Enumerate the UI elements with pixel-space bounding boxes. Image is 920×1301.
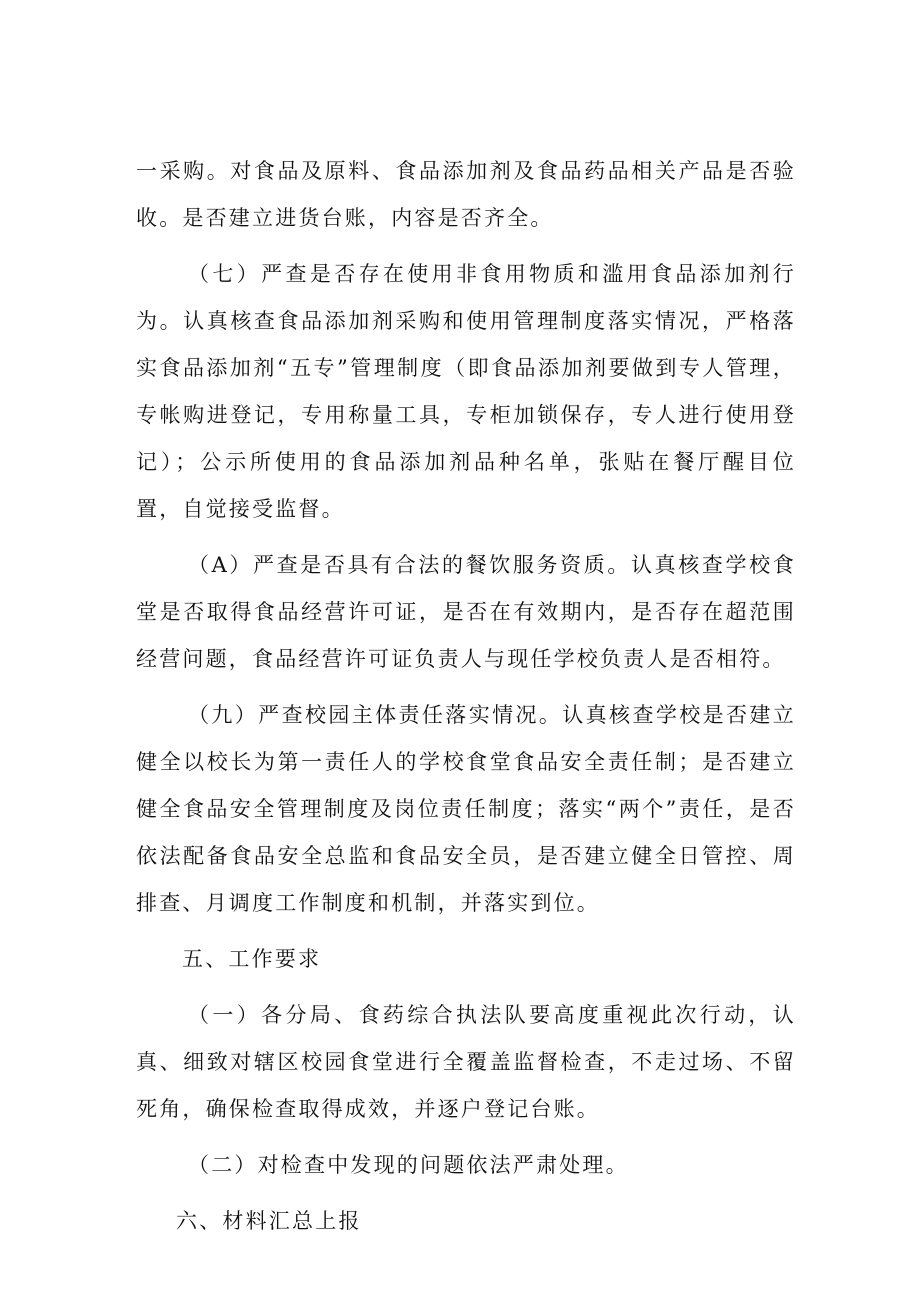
section-heading-5: 五、工作要求 — [182, 947, 322, 971]
document-body — [136, 148, 796, 1245]
paragraph-item-9: （九）严查校园主体责任落实情况。认真核查学校是否建立健全以校长为第一责任人的学校食堂食品安全责任制；是否建立健全食品安全管理制度及岗位责任制度；落实“两个”责任，是否依法配备食品安全总监和食品安全员，是否建立健全日管控、周排查、月调度工作制度和机制，并落实到位。 — [136, 703, 796, 915]
paragraph-continuation: 一采购。对食品及原料、食品添加剂及食品药品相关产品是否验收。是否建立进货台账，内容是否齐全。 — [136, 159, 796, 230]
paragraph-item-5-2: （二）对检查中发现的问题依法严肃处理。 — [188, 1153, 629, 1177]
section-heading-6: 六、材料汇总上报 — [176, 1209, 362, 1233]
paragraph-item-5-1: （一）各分局、食药综合执法队要高度重视此次行动，认真、细致对辖区校园食堂进行全覆盖监督检查，不走过场、不留死角，确保检查取得成效，并逐户登记台账。 — [136, 1003, 796, 1121]
paragraph-item-7: （七）严查是否存在使用非食用物质和滥用食品添加剂行为。认真核查食品添加剂采购和使用管理制度落实情况，严格落实食品添加剂“五专”管理制度（即食品添加剂要做到专人管理，专帐购进登记，专用称量工具，专柜加锁保存，专人进行使用登记）；公示所使用的食品添加剂品种名单，张贴在餐厅醒目位置，自觉接受监督。 — [136, 262, 796, 521]
paragraph-item-8: （A）严查是否具有合法的餐饮服务资质。认真核查学校食堂是否取得食品经营许可证，是否在有效期内，是否存在超范围经营问题，食品经营许可证负责人与现任学校负责人是否相符。 — [136, 553, 796, 671]
